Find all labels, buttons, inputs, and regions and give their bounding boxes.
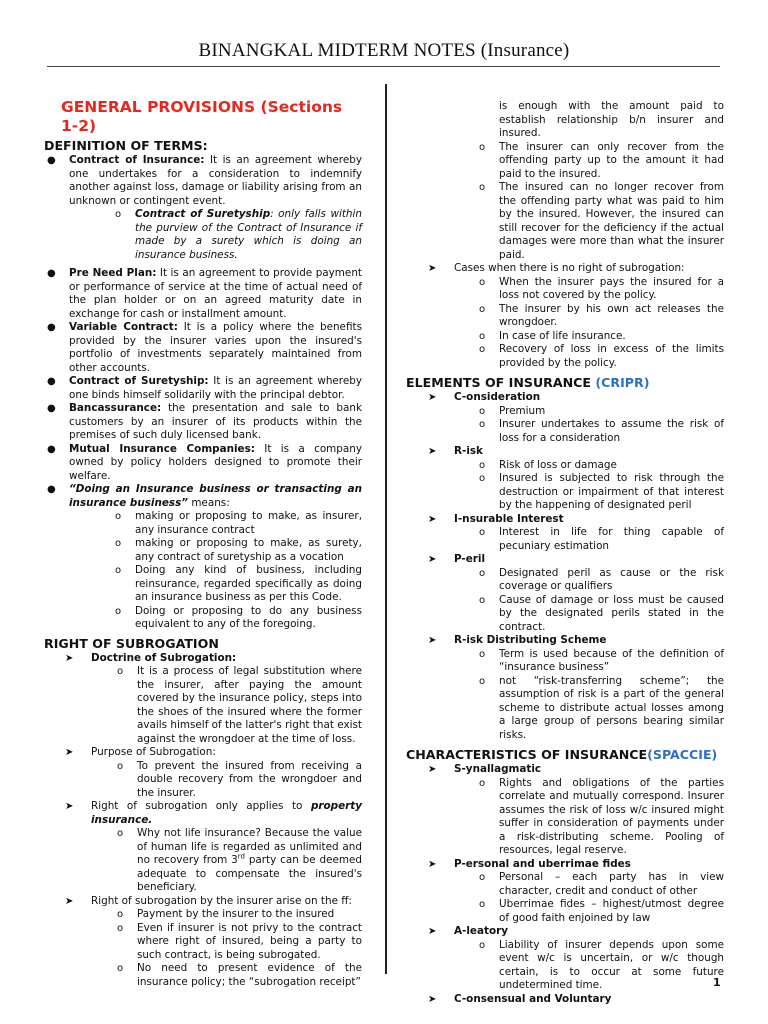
arrow-bullet-icon: ➤ (428, 635, 437, 646)
elements-heading: ELEMENTS OF INSURANCE (CRIPR) (406, 375, 650, 390)
bullet-icon: ● (47, 403, 56, 414)
circle-bullet-icon: o (117, 909, 124, 920)
circle-bullet-icon: o (117, 666, 124, 677)
definition-item: ● Bancassurance: the presentation and sale to bank customers by an insurer of its products within the premises of such duly licensed bank. (47, 402, 362, 441)
list-item: o When the insurer pays the insured for a loss not covered by the policy. (479, 275, 724, 301)
list-item: o In case of life insurance. (479, 329, 626, 342)
definition-item: ● Variable Contract: It is a policy where the benefits provided by the insurer varies upon the insured's portfolio of investments separately maintained from other accounts. (47, 321, 362, 374)
list-item: o It is a process of legal substitution where the insurer, after paying the amount covered by the insurance policy, steps into the shoes of the insured where the former avails himself of the latter's right that exist against the wrongdoer at the time of loss. (117, 665, 362, 745)
circle-bullet-icon: o (479, 276, 486, 288)
list-item: ➤ C-onsideration (428, 391, 541, 403)
definition-subitem: o Contract of Suretyship: only falls within the purview of the Contract of Insurance if made by a surety which is doing an insurance business. (115, 208, 362, 261)
arrow-bullet-icon: ➤ (428, 993, 437, 1005)
list-item: o The insurer by his own act releases the wrongdoer. (479, 302, 724, 328)
circle-bullet-icon: o (117, 760, 124, 772)
title-underline (47, 66, 720, 67)
circle-bullet-icon: o (479, 675, 486, 687)
characteristics-heading: CHARACTERISTICS OF INSURANCE(SPACCIE) (406, 747, 718, 762)
list-item: o Uberrimae fides – highest/utmost degree of good faith enjoined by law (479, 898, 724, 924)
list-item: o Designated peril as cause or the risk coverage or qualifiers (479, 566, 724, 592)
list-item: o making or proposing to make, as insurer, any insurance contract (115, 510, 362, 536)
document-title: BINANGKAL MIDTERM NOTES (Insurance) (198, 40, 570, 61)
circle-bullet-icon: o (479, 777, 486, 789)
list-item: o Liability of insurer depends upon some event w/c is uncertain, or w/c though certain, is to occur at some future undetermined time. (479, 938, 724, 991)
arrow-bullet-icon: ➤ (428, 764, 437, 775)
general-provisions-heading: GENERAL PROVISIONS (Sections 1-2) (61, 98, 343, 135)
arrow-bullet-icon: ➤ (428, 263, 437, 274)
circle-bullet-icon: o (117, 922, 124, 934)
bullet-icon: ● (47, 155, 56, 166)
circle-bullet-icon: o (479, 330, 486, 342)
list-item: o Insured is subjected to risk through the destruction or impairment of that interest by the happening of designated peril (479, 472, 724, 511)
list-item: o Premium (479, 404, 546, 417)
bullet-icon: ● (47, 322, 56, 333)
circle-bullet-icon: o (479, 527, 486, 538)
list-item: o Payment by the insurer to the insured (117, 908, 335, 920)
circle-bullet-icon: o (115, 605, 122, 617)
characteristics-acronym: (SPACCIE) (647, 747, 718, 762)
circle-bullet-icon: o (479, 303, 486, 315)
list-item: o Even if insurer is not privy to the contract where right of insured, being a party to such contract, is being subrogated. (117, 921, 362, 961)
circle-bullet-icon: o (115, 511, 122, 522)
list-item: o To prevent the insured from receiving a double recovery from the wrongdoer and the insurer. (117, 759, 362, 799)
list-item: ➤ A-leatory (428, 925, 508, 937)
circle-bullet-icon: o (117, 828, 124, 839)
circle-bullet-icon: o (479, 648, 486, 660)
list-item: o Rights and obligations of the parties correlate and mutually correspond. Insurer assumes the risk of loss w/c insured might suffer in consideration of payments under a risk-distributing scheme. Pooling of resources, legal reserve. (479, 776, 724, 856)
circle-bullet-icon: o (479, 419, 486, 430)
circle-bullet-icon: o (479, 872, 486, 883)
list-item: ➤ P-eril (428, 553, 486, 565)
definition-item: ● Contract of Suretyship: It is an agreement whereby one binds himself solidarily with the principal debtor. (47, 375, 362, 401)
arrow-bullet-icon: ➤ (428, 513, 437, 525)
definition-heading: DEFINITION OF TERMS: (44, 138, 208, 153)
list-item: o Recovery of loss in excess of the limits provided by the policy. (479, 343, 724, 369)
bullet-icon: ● (47, 376, 56, 387)
list-item: ➤ R-isk (428, 445, 483, 457)
list-item: ➤ R-isk Distributing Scheme (428, 634, 607, 646)
list-item: o Interest in life for thing capable of pecuniary estimation (479, 526, 724, 552)
definition-item: ● Mutual Insurance Companies: It is a company owned by policy holders designed to promote their welfare. (47, 442, 362, 482)
list-item: o The insurer can only recover from the offending party up to the amount it had paid to the insured. (479, 140, 724, 180)
list-item: ➤ Purpose of Subrogation: (65, 746, 216, 758)
list-item: o Why not life insurance? Because the value of human life is regarded as unlimited and no recovery from 3rd party can be deemed adequate to compensate the insured's beneficiary. (117, 827, 362, 893)
arrow-bullet-icon: ➤ (65, 747, 74, 758)
circle-bullet-icon: o (479, 182, 486, 193)
circle-bullet-icon: o (479, 405, 486, 417)
arrow-bullet-icon: ➤ (428, 446, 437, 457)
circle-bullet-icon: o (115, 565, 122, 576)
list-item: ➤ Cases when there is no right of subrogation: (428, 262, 685, 274)
right-column (406, 100, 724, 1006)
subrogation-heading: RIGHT OF SUBROGATION (44, 635, 219, 651)
arrow-bullet-icon: ➤ (65, 652, 74, 664)
list-item: o The insured can no longer recover from the offending party what was paid to him by the insured. However, the insured can still recover for the deficiency if the actual damages were more than what the insurer paid. (479, 181, 724, 261)
circle-bullet-icon: o (479, 594, 486, 606)
list-item: ➤ Right of subrogation only applies to property insurance. (65, 800, 362, 826)
definition-item: ● Contract of Insurance: It is an agreement whereby one undertakes for a consideration to indemnify another against loss, damage or liability arising from an unknown or contingent event. (47, 154, 362, 207)
circle-bullet-icon: o (479, 899, 486, 910)
list-item: ➤ S-ynallagmatic (428, 763, 542, 775)
list-item: o Cause of damage or loss must be caused by the designated perils stated in the contract. (479, 593, 724, 633)
list-item: o Term is used because of the definition of “insurance business” (479, 647, 724, 673)
circle-bullet-icon: o (479, 939, 486, 951)
elements-acronym: (CRIPR) (595, 375, 650, 390)
list-item: ➤ Doctrine of Subrogation: (65, 651, 237, 664)
circle-bullet-icon: o (479, 473, 486, 484)
page-number: 1 (713, 976, 721, 989)
list-item: o Doing any kind of business, including reinsurance, regarded specifically as doing an insurance business as per this Code. (115, 564, 362, 603)
list-item: o Insurer undertakes to assume the risk of loss for a consideration (479, 418, 724, 444)
list-item: o not “risk-transferring scheme”; the assumption of risk is a part of the general scheme to distribute actual losses among a large group of persons bearing similar risks. (479, 674, 724, 741)
circle-bullet-icon: o (115, 209, 122, 220)
left-column (44, 98, 362, 989)
bullet-icon: ● (47, 443, 56, 455)
list-item: o No need to present evidence of the insurance policy; the “subrogation receipt” (117, 962, 362, 988)
circle-bullet-icon: o (115, 538, 122, 549)
arrow-bullet-icon: ➤ (428, 926, 437, 937)
list-item: o Doing or proposing to do any business equivalent to any of the foregoing. (115, 604, 362, 630)
list-item: ➤ C-onsensual and Voluntary (428, 992, 612, 1005)
arrow-bullet-icon: ➤ (65, 801, 74, 812)
circle-bullet-icon: o (117, 963, 124, 974)
circle-bullet-icon: o (479, 459, 486, 471)
column-divider (385, 84, 387, 974)
arrow-bullet-icon: ➤ (65, 895, 74, 907)
arrow-bullet-icon: ➤ (428, 858, 437, 870)
definition-item: ● Pre Need Plan: It is an agreement to provide payment or performance of service at the time of actual need of the plan holder or on an agreed maturity date in exchange for cash or installment amount. (47, 267, 362, 320)
list-item: o Personal – each party has in view character, credit and conduct of other (479, 871, 724, 897)
list-item: ➤ I-nsurable Interest (428, 512, 564, 525)
bullet-icon: ● (47, 268, 56, 279)
definition-item: ● “Doing an Insurance business or transacting an insurance business” means: (47, 483, 362, 509)
arrow-bullet-icon: ➤ (428, 392, 437, 403)
circle-bullet-icon: o (479, 567, 486, 579)
circle-bullet-icon: o (479, 344, 486, 355)
list-item: ➤ Right of subrogation by the insurer arise on the ff: (65, 894, 352, 907)
circle-bullet-icon: o (479, 141, 486, 153)
list-item: o making or proposing to make, as surety, any contract of suretyship as a vocation (115, 537, 362, 563)
list-item: o Risk of loss or damage (479, 458, 617, 471)
list-item: ➤ P-ersonal and uberrimae fides (428, 857, 631, 870)
bullet-icon: ● (47, 484, 56, 495)
list-item: is enough with the amount paid to establish relationship b/n insurer and insured. (499, 100, 724, 139)
arrow-bullet-icon: ➤ (428, 554, 437, 565)
